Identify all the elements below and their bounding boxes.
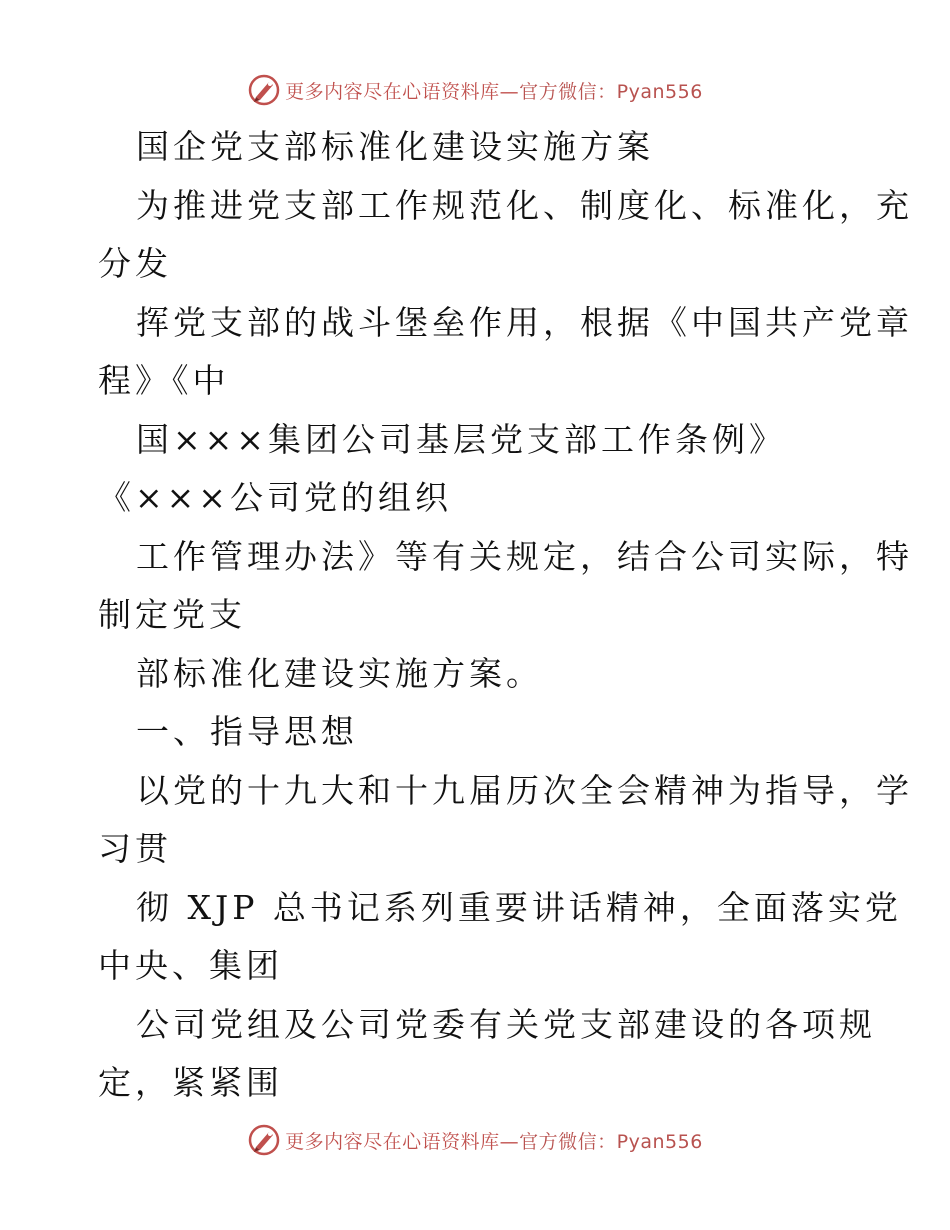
doc-line: 程》《中 xyxy=(98,361,230,400)
banner-site-name: 更多内容尽在心语资料库 xyxy=(285,1130,500,1153)
banner-separator: — xyxy=(499,1130,520,1153)
section-heading: 一、指导思想 xyxy=(136,712,358,751)
doc-line: 《×××公司党的组织 xyxy=(98,478,452,517)
header-banner xyxy=(0,70,950,110)
banner-wechat: 官方微信：Pyan556 xyxy=(519,1130,703,1153)
banner-text xyxy=(285,1127,703,1154)
doc-line: 工作管理办法》等有关规定，结合公司实际，特 xyxy=(136,536,913,576)
document-body xyxy=(98,118,913,1113)
banner-site-name: 更多内容尽在心语资料库 xyxy=(285,80,500,103)
doc-line: 中央、集团 xyxy=(98,946,283,985)
banner-text xyxy=(285,77,703,104)
pen-logo-icon xyxy=(247,1123,281,1157)
doc-title: 国企党支部标准化建设实施方案 xyxy=(136,127,654,166)
doc-line: 为推进党支部工作规范化、制度化、标准化，充 xyxy=(136,185,913,225)
banner-separator: — xyxy=(499,80,520,103)
doc-line: 以党的十九大和十九届历次全会精神为指导，学 xyxy=(136,770,913,810)
doc-line: 公司党组及公司党委有关党支部建设的各项规 xyxy=(136,1004,876,1044)
doc-line: 习贯 xyxy=(98,829,172,868)
doc-line: 制定党支 xyxy=(98,595,246,634)
doc-line: 定，紧紧围 xyxy=(98,1063,283,1102)
doc-line: 国×××集团公司基层党支部工作条例》 xyxy=(136,419,786,459)
footer-banner xyxy=(0,1120,950,1160)
pen-logo-icon xyxy=(247,73,281,107)
banner-wechat: 官方微信：Pyan556 xyxy=(519,80,703,103)
doc-line: 彻 XJP 总书记系列重要讲话精神，全面落实党 xyxy=(136,887,902,927)
doc-line: 部标准化建设实施方案。 xyxy=(136,653,543,693)
doc-line: 挥党支部的战斗堡垒作用，根据《中国共产党章 xyxy=(136,302,913,342)
doc-line: 分发 xyxy=(98,244,172,283)
